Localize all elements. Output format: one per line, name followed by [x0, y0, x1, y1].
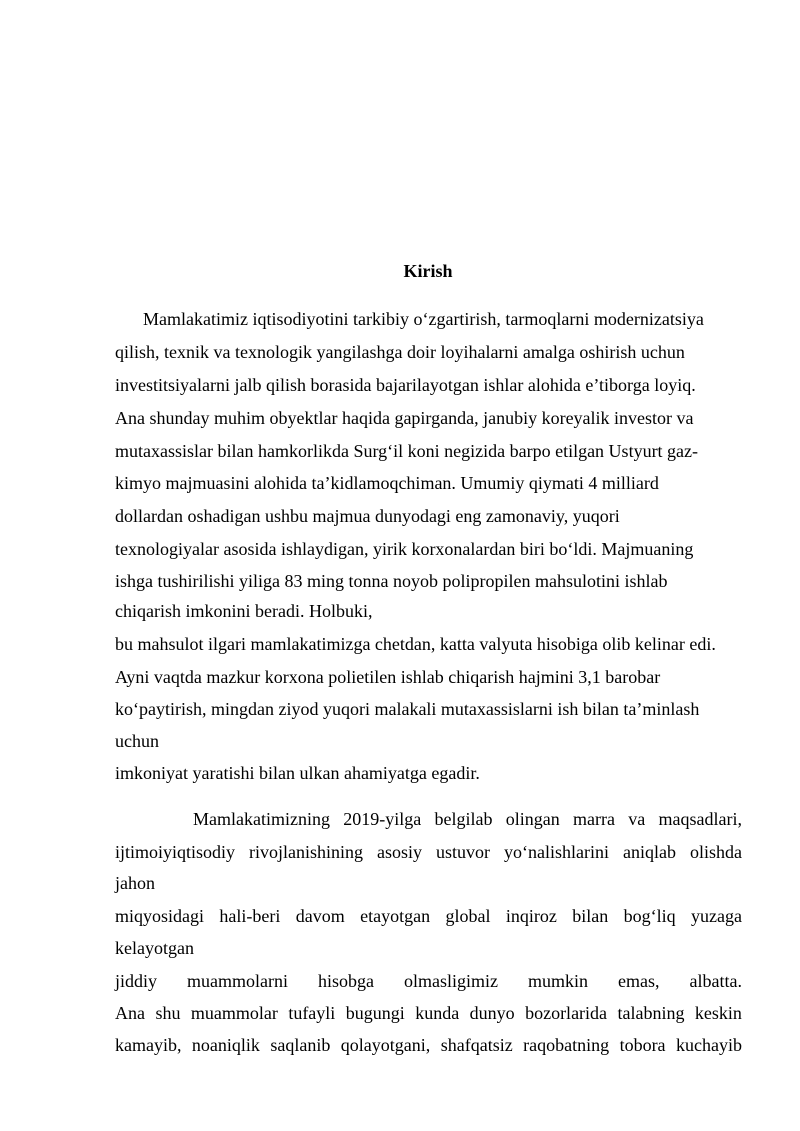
word: aniqlab	[623, 842, 676, 862]
paragraph-2-line-3: jahon	[115, 873, 155, 893]
paragraph-1-line-3: investitsiyalarni jalb qilish borasida bajarilayotgan ishlar alohida e’tiborga loyiq.	[115, 375, 696, 395]
paragraph-1-line-14: uchun	[115, 731, 159, 751]
word: bog‘liq	[623, 906, 676, 926]
word: noaniqlik	[191, 1035, 260, 1055]
word: davom	[295, 906, 345, 926]
paragraph-1-line-15: imkoniyat yaratishi bilan ulkan ahamiyatga egadir.	[115, 763, 480, 783]
word: global	[445, 906, 491, 926]
word: va	[628, 809, 646, 829]
word: tobora	[619, 1035, 666, 1055]
word: hali-beri	[219, 906, 281, 926]
paragraph-1-line-5: mutaxassislar bilan hamkorlikda Surg‘il koni negizida barpo etilgan Ustyurt gaz-	[115, 441, 699, 461]
word: dunyo	[469, 1003, 515, 1023]
paragraph-1-line-4: Ana shunday muhim obyektlar haqida gapirganda, janubiy koreyalik investor va	[115, 408, 694, 428]
word: emas,	[618, 971, 660, 991]
paragraph-2-line-4	[115, 903, 742, 929]
paragraph-1-line-11: bu mahsulot ilgari mamlakatimizga chetdan, katta valyuta hisobiga olib kelinar edi.	[115, 634, 716, 654]
word: bilan	[572, 906, 609, 926]
paragraph-2-line-2	[115, 839, 742, 865]
paragraph-1-line-13: ko‘paytirish, mingdan ziyod yuqori malakali mutaxassislarni ish bilan ta’minlash	[115, 699, 700, 719]
word: rivojlanishining	[249, 842, 364, 862]
paragraph-1-line-2: qilish, texnik va texnologik yangilashga doir loyihalarni amalga oshirish uchun	[115, 342, 685, 362]
word: miqyosidagi	[115, 906, 204, 926]
paragraph-1-line-9: ishga tushirilishi yiliga 83 ming tonna noyob polipropilen mahsulotini ishlab	[115, 571, 668, 591]
word: muammolar	[190, 1003, 278, 1023]
word: marra	[573, 809, 615, 829]
word: inqiroz	[505, 906, 557, 926]
word: bozorlarida	[525, 1003, 608, 1023]
word: shu	[155, 1003, 181, 1023]
paragraph-1-line-10: chiqarish imkonini beradi. Holbuki,	[115, 601, 373, 621]
word: asosiy	[377, 842, 423, 862]
paragraph-2-line-6	[115, 968, 742, 994]
word: kunda	[415, 1003, 460, 1023]
word: yuzaga	[690, 906, 742, 926]
word: Mamlakatimizning	[193, 809, 330, 829]
word: tufayli	[288, 1003, 336, 1023]
word: raqobatning	[523, 1035, 610, 1055]
word: muammolarni	[187, 971, 288, 991]
paragraph-2-line-8	[115, 1032, 742, 1058]
paragraph-2-line-7	[115, 1000, 742, 1026]
word: etayotgan	[360, 906, 431, 926]
word: kuchayib	[675, 1035, 742, 1055]
paragraph-1-line-1: Mamlakatimiz iqtisodiyotini tarkibiy o‘zgartirish, tarmoqlarni modernizatsiya	[143, 309, 704, 329]
word: Ana	[115, 1003, 145, 1023]
word: olishda	[689, 842, 742, 862]
word: maqsadlari,	[658, 809, 742, 829]
paragraph-1-line-7: dollardan oshadigan ushbu majmua dunyodagi eng zamonaviy, yuqori	[115, 506, 620, 526]
word: 2019-yilga	[343, 809, 422, 829]
word: keskin	[694, 1003, 742, 1023]
word: ustuvor	[436, 842, 491, 862]
word: olmasligimiz	[404, 971, 498, 991]
word: kamayib,	[115, 1035, 182, 1055]
word: mumkin	[528, 971, 589, 991]
paragraph-2-line-5: kelayotgan	[115, 938, 194, 958]
word: olingan	[505, 809, 560, 829]
paragraph-1-line-6: kimyo majmuasini alohida ta’kidlamoqchiman. Umumiy qiymati 4 milliard	[115, 473, 659, 493]
word: ijtimoiyiqtisodiy	[115, 842, 236, 862]
paragraph-1-line-12: Ayni vaqtda mazkur korxona polietilen ishlab chiqarish hajmini 3,1 barobar	[115, 667, 661, 687]
word: saqlanib	[270, 1035, 331, 1055]
paragraph-2-line-1	[193, 806, 742, 832]
word: bugungi	[345, 1003, 405, 1023]
section-heading: Kirish	[403, 261, 453, 281]
word: belgilab	[434, 809, 493, 829]
paragraph-1-line-8: texnologiyalar asosida ishlaydigan, yirik korxonalardan biri bo‘ldi. Majmuaning	[115, 539, 694, 559]
word: yo‘nalishlarini	[504, 842, 609, 862]
word: hisobga	[318, 971, 374, 991]
word: albatta.	[689, 971, 742, 991]
word: qolayotgani,	[340, 1035, 431, 1055]
word: talabning	[617, 1003, 685, 1023]
word: jiddiy	[115, 971, 158, 991]
word: shafqatsiz	[440, 1035, 513, 1055]
